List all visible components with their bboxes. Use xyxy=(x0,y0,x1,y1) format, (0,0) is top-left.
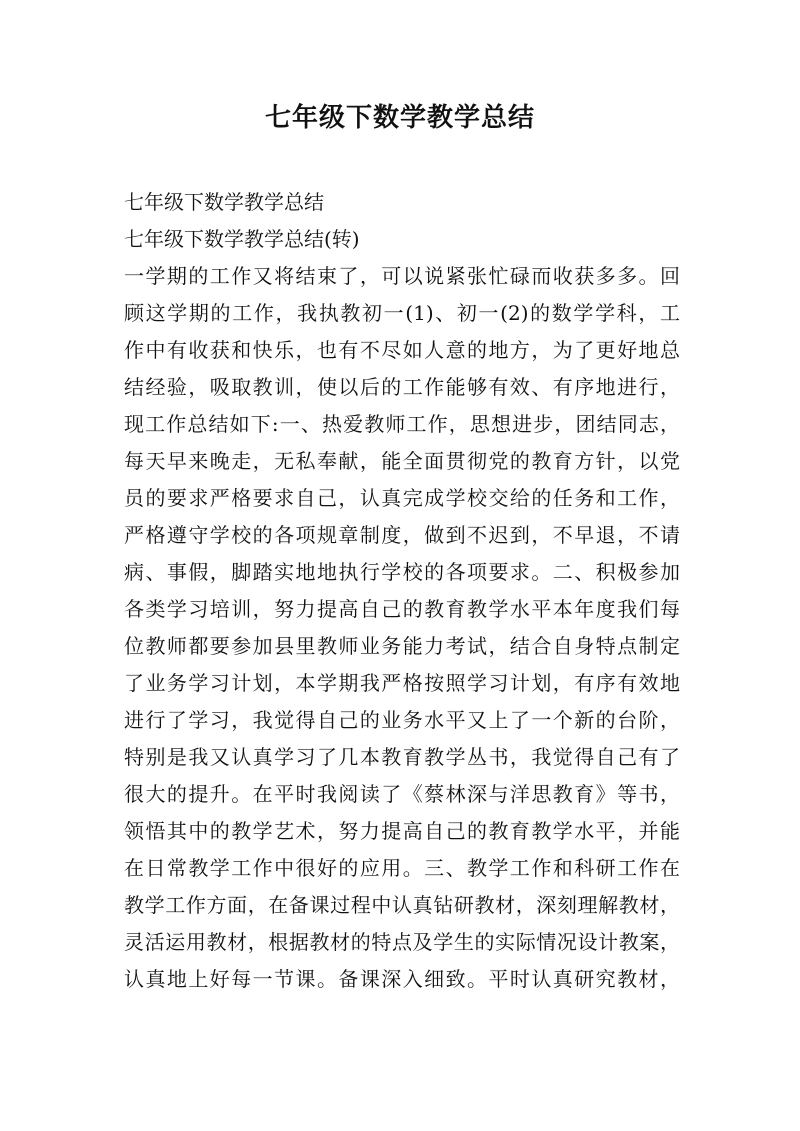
body-line: 病、事假，脚踏实地地执行学校的各项要求。二、积极参加 xyxy=(124,560,680,584)
body-line: 严格遵守学校的各项规章制度，做到不迟到，不早退，不请 xyxy=(124,523,680,547)
body-line: 教学工作方面，在备课过程中认真钻研教材，深刻理解教材， xyxy=(124,893,680,917)
body-line: 员的要求严格要求自己，认真完成学校交给的任务和工作， xyxy=(124,486,680,510)
body-line: 顾这学期的工作，我执教初一(1)、初一(2)的数学学科，工 xyxy=(124,301,680,325)
body-line: 七年级下数学教学总结(转) xyxy=(124,227,360,251)
body-line: 每天早来晚走，无私奉献，能全面贯彻党的教育方针，以党 xyxy=(124,449,680,473)
body-line: 在日常教学工作中很好的应用。三、教学工作和科研工作在 xyxy=(124,856,680,880)
body-line: 很大的提升。在平时我阅读了《蔡林深与洋思教育》等书， xyxy=(124,782,680,806)
document-title: 七年级下数学教学总结 xyxy=(264,103,535,133)
body-line: 认真地上好每一节课。备课深入细致。平时认真研究教材， xyxy=(124,967,680,991)
body-line: 了业务学习计划，本学期我严格按照学习计划，有序有效地 xyxy=(124,671,680,695)
document-body xyxy=(124,184,680,998)
body-line: 特别是我又认真学习了几本教育教学丛书，我觉得自己有了 xyxy=(124,745,680,769)
body-line: 领悟其中的教学艺术，努力提高自己的教育教学水平，并能 xyxy=(124,819,680,843)
body-line: 各类学习培训，努力提高自己的教育教学水平本年度我们每 xyxy=(124,597,680,621)
body-line: 进行了学习，我觉得自己的业务水平又上了一个新的台阶， xyxy=(124,708,680,732)
body-line: 七年级下数学教学总结 xyxy=(124,190,324,214)
body-line: 位教师都要参加县里教师业务能力考试，结合自身特点制定 xyxy=(124,634,680,658)
body-line: 作中有收获和快乐，也有不尽如人意的地方，为了更好地总 xyxy=(124,338,680,362)
body-line: 灵活运用教材，根据教材的特点及学生的实际情况设计教案， xyxy=(124,930,680,954)
body-line: 结经验，吸取教训，使以后的工作能够有效、有序地进行， xyxy=(124,375,680,399)
body-line: 一学期的工作又将结束了，可以说紧张忙碌而收获多多。回 xyxy=(124,264,680,288)
body-line: 现工作总结如下:一、热爱教师工作，思想进步，团结同志， xyxy=(124,412,680,436)
